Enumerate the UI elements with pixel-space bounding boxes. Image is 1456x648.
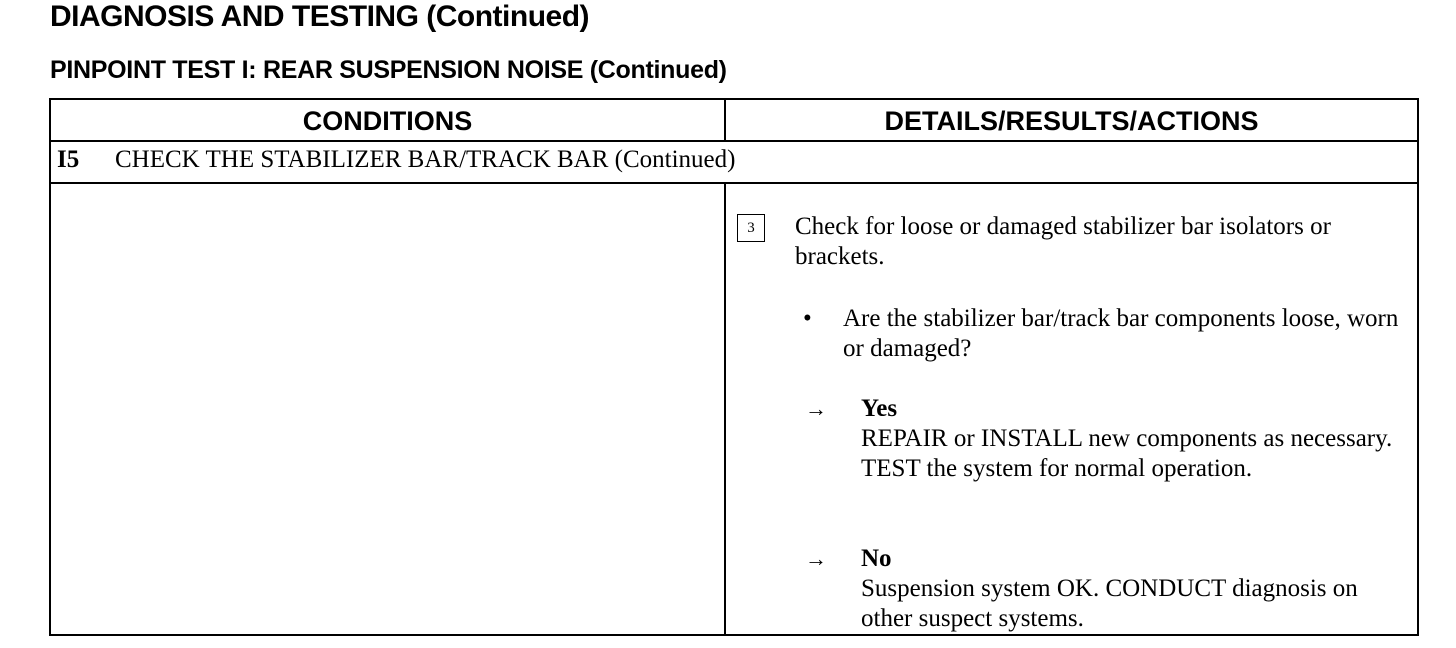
no-action: Suspension system OK. CONDUCT diagnosis on other suspect systems.: [861, 575, 1358, 632]
conditions-cell: [51, 184, 724, 634]
page-title: DIAGNOSIS AND TESTING (Continued): [50, 0, 590, 33]
column-divider-body: [724, 184, 726, 634]
no-label: No: [861, 545, 892, 572]
step-number-box: 3: [737, 214, 765, 242]
arrow-right-icon: →: [805, 546, 827, 571]
bullet-icon: •: [803, 305, 812, 332]
column-divider-top: [724, 100, 726, 140]
pinpoint-test-table: [49, 98, 1419, 636]
arrow-right-icon: →: [805, 396, 827, 421]
header-divider: [51, 140, 1417, 142]
section-title: PINPOINT TEST I: REAR SUSPENSION NOISE (Continued): [50, 56, 727, 84]
step-id: I5: [57, 146, 80, 173]
yes-label: Yes: [861, 395, 898, 422]
question-text: Are the stabilizer bar/track bar components loose, worn or damaged?: [843, 305, 1399, 362]
yes-answer: [861, 394, 1401, 484]
step-title: CHECK THE STABILIZER BAR/TRACK BAR (Continued): [115, 146, 736, 173]
yes-action: REPAIR or INSTALL new components as necessary. TEST the system for normal operation.: [861, 425, 1393, 482]
details-column-header: DETAILS/RESULTS/ACTIONS: [884, 106, 1259, 136]
conditions-column-header: CONDITIONS: [302, 106, 473, 136]
step-row: [57, 146, 735, 174]
no-answer: [861, 544, 1401, 634]
instruction-text: Check for loose or damaged stabilizer bar isolators or brackets.: [795, 213, 1331, 270]
